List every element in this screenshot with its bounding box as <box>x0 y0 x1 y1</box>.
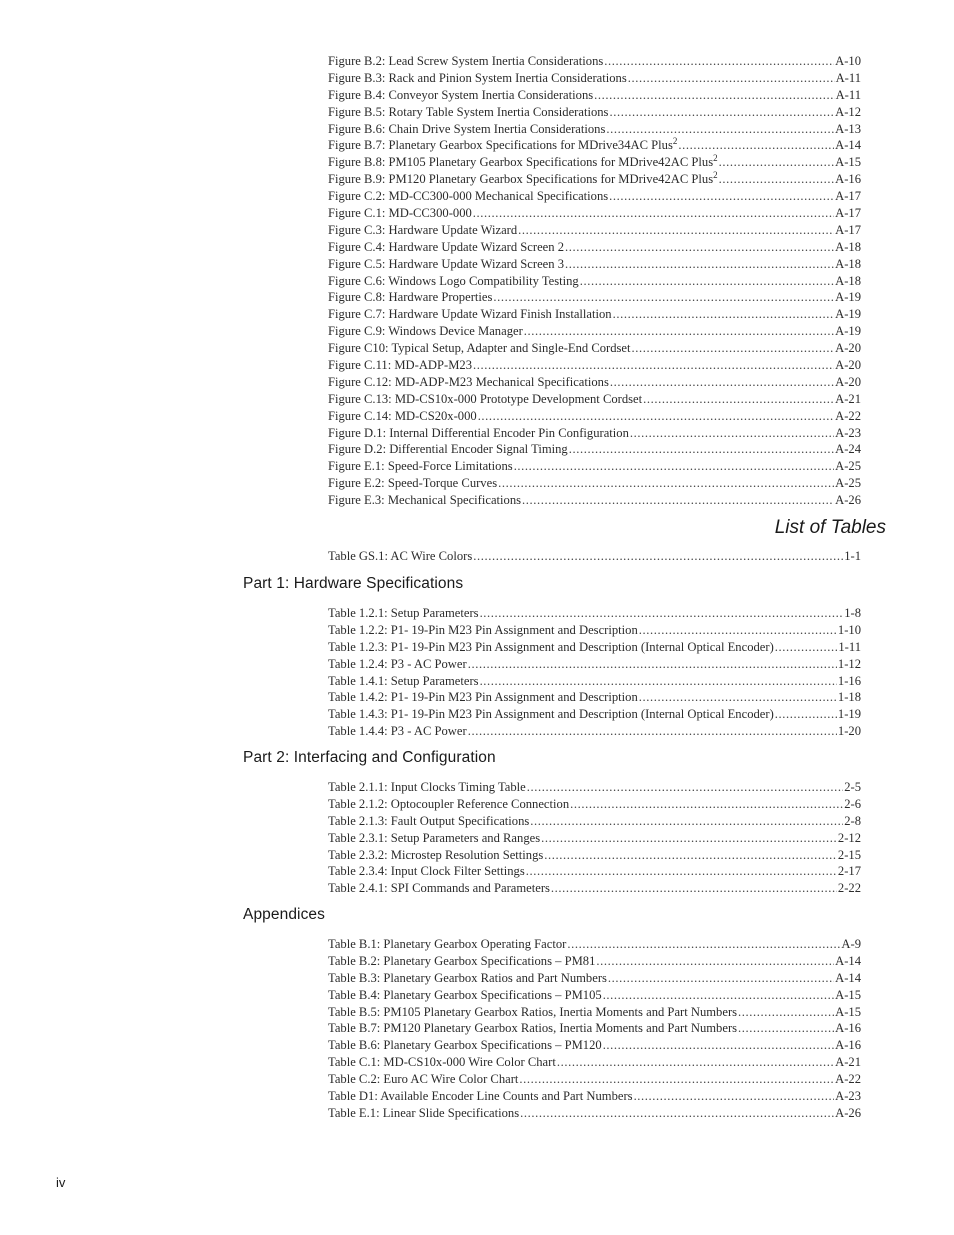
toc-entry <box>328 273 861 290</box>
toc-entry-label <box>328 706 774 723</box>
toc-dot-leader <box>544 847 837 864</box>
toc-entry-title: Figure C.12: MD-ADP-M23 Mechanical Specifications <box>328 374 609 389</box>
toc-entry-label <box>328 622 638 639</box>
toc-entry-title: Table 1.4.4: P3 - AC Power <box>328 724 467 739</box>
toc-entry-label <box>328 441 568 458</box>
part1-table-list <box>328 605 861 740</box>
toc-entry <box>328 121 861 138</box>
toc-entry-title: Table GS.1: AC Wire Colors <box>328 549 473 563</box>
toc-entry <box>328 256 861 273</box>
toc-entry-page: 2-17 <box>837 864 861 879</box>
toc-dot-leader <box>639 689 837 706</box>
toc-entry-page: 1-20 <box>837 724 861 739</box>
toc-dot-leader <box>570 796 843 813</box>
toc-entry-page: A-19 <box>835 324 861 339</box>
toc-entry-label <box>328 656 467 673</box>
toc-dot-leader <box>628 70 835 87</box>
toc-entry-page: A-20 <box>835 374 861 389</box>
toc-entry-page: A-20 <box>835 358 861 373</box>
toc-entry-label <box>328 323 523 340</box>
toc-entry-title: Table D1: Available Encoder Line Counts and Part Numbers <box>328 1089 633 1104</box>
toc-dot-leader <box>639 622 837 639</box>
toc-entry <box>328 548 861 565</box>
toc-entry <box>328 239 861 256</box>
toc-dot-leader <box>678 137 834 154</box>
toc-entry-title: Figure B.5: Rotary Table System Inertia Considerations <box>328 104 609 119</box>
toc-dot-leader <box>719 171 834 188</box>
toc-dot-leader <box>519 1071 834 1088</box>
toc-entry-label <box>328 830 540 847</box>
toc-entry-page: 2-22 <box>837 881 861 896</box>
toc-entry <box>328 1037 861 1054</box>
toc-entry-title: Table B.6: Planetary Gearbox Specifications – PM120 <box>328 1038 602 1053</box>
toc-entry-label <box>328 357 472 374</box>
toc-entry-label <box>328 374 609 391</box>
toc-entry-label <box>328 121 605 138</box>
toc-entry-page: 1-16 <box>837 673 861 688</box>
toc-dot-leader <box>520 1105 834 1122</box>
toc-entry-label <box>328 796 569 813</box>
toc-dot-leader <box>541 830 837 847</box>
toc-dot-leader <box>565 256 834 273</box>
toc-entry <box>328 492 861 509</box>
toc-entry-title: Figure C.5: Hardware Update Wizard Screen 3 <box>328 256 565 271</box>
toc-dot-leader <box>609 104 834 121</box>
toc-dot-leader <box>518 222 834 239</box>
toc-dot-leader <box>522 492 834 509</box>
toc-entry <box>328 289 861 306</box>
toc-entry-page: A-23 <box>835 1089 861 1104</box>
toc-entry <box>328 779 861 796</box>
toc-dot-leader <box>527 779 843 796</box>
toc-dot-leader <box>738 1020 834 1037</box>
toc-entry-page: A-15 <box>835 987 861 1002</box>
toc-entry-label <box>328 239 564 256</box>
toc-dot-leader <box>480 673 837 690</box>
toc-dot-leader <box>524 323 834 340</box>
toc-dot-leader <box>606 121 834 138</box>
toc-dot-leader <box>567 936 840 953</box>
toc-entry <box>328 374 861 391</box>
toc-entry-title: Table 2.3.2: Microstep Resolution Settings <box>328 847 544 862</box>
toc-entry-label <box>328 548 472 565</box>
toc-entry-title: Figure C.13: MD-CS10x-000 Prototype Development Cordset <box>328 391 643 406</box>
toc-entry-title: Table C.1: MD-CS10x-000 Wire Color Chart <box>328 1055 556 1070</box>
toc-entry <box>328 605 861 622</box>
toc-entry-page: A-17 <box>835 222 861 237</box>
toc-entry-page: 2-5 <box>844 780 861 794</box>
toc-entry <box>328 936 861 953</box>
toc-entry <box>328 458 861 475</box>
toc-dot-leader <box>632 340 835 357</box>
toc-entry-label <box>328 408 477 425</box>
toc-entry-title: Figure E.2: Speed-Torque Curves <box>328 476 498 491</box>
toc-dot-leader <box>775 639 838 656</box>
toc-dot-leader <box>775 706 837 723</box>
toc-entry-label <box>328 273 579 290</box>
page-number: iv <box>56 1175 66 1190</box>
toc-entry-label <box>328 1071 518 1088</box>
toc-entry-title: Figure C.8: Hardware Properties <box>328 290 493 305</box>
toc-entry-page: A-22 <box>835 408 861 423</box>
toc-dot-leader <box>551 880 837 897</box>
toc-entry <box>328 340 861 357</box>
toc-entry-label <box>328 1105 519 1122</box>
toc-dot-leader <box>604 53 834 70</box>
toc-entry-page: A-18 <box>835 239 861 254</box>
toc-entry-title: Figure C.9: Windows Device Manager <box>328 324 523 339</box>
toc-entry-title: Figure C.14: MD-CS20x-000 <box>328 408 477 423</box>
toc-entry-label <box>328 863 525 880</box>
toc-entry-label <box>328 605 479 622</box>
toc-dot-leader <box>557 1054 834 1071</box>
toc-entry <box>328 87 861 104</box>
toc-entry-title: Figure D.2: Differential Encoder Signal Timing <box>328 442 568 457</box>
toc-dot-leader <box>594 87 834 104</box>
toc-dot-leader <box>613 306 835 323</box>
toc-entry-page: A-22 <box>835 1072 861 1087</box>
toc-entry <box>328 70 861 87</box>
toc-entry-page: 1-19 <box>837 707 861 722</box>
toc-entry <box>328 1020 861 1037</box>
toc-dot-leader <box>738 1004 834 1021</box>
part1-heading: Part 1: Hardware Specifications <box>243 575 464 592</box>
list-of-tables-title: List of Tables <box>774 517 886 538</box>
toc-entry-page: 1-11 <box>838 639 861 654</box>
toc-dot-leader <box>530 813 843 830</box>
toc-entry <box>328 880 861 897</box>
toc-entry-page: A-16 <box>835 172 861 187</box>
toc-entry-title: Table B.7: PM120 Planetary Gearbox Ratios, Inertia Moments and Part Numbers <box>328 1021 738 1036</box>
toc-entry-title: Figure C.4: Hardware Update Wizard Screen 2 <box>328 239 565 254</box>
toc-entry-label <box>328 306 612 323</box>
toc-dot-leader <box>643 391 834 408</box>
toc-entry-title: Figure C.1: MD-CC300-000 <box>328 206 472 221</box>
toc-entry <box>328 706 861 723</box>
toc-entry-page: A-26 <box>835 493 861 508</box>
toc-entry-title: Figure C10: Typical Setup, Adapter and Single-End Cordset <box>328 341 631 356</box>
toc-entry-title: Table 2.1.1: Input Clocks Timing Table <box>328 780 526 794</box>
toc-entry <box>328 357 861 374</box>
toc-entry-title: Figure B.9: PM120 Planetary Gearbox Specifications for MDrive42AC Plus <box>328 172 714 187</box>
toc-entry-page: A-26 <box>835 1105 861 1120</box>
toc-entry-label <box>328 425 629 442</box>
toc-entry-page: A-21 <box>835 1055 861 1070</box>
toc-entry <box>328 222 861 239</box>
toc-entry-label <box>328 87 593 104</box>
toc-entry-page: A-16 <box>835 1021 861 1036</box>
toc-entry-page: 2-8 <box>844 813 861 828</box>
toc-dot-leader <box>630 425 834 442</box>
toc-entry-title: Table E.1: Linear Slide Specifications <box>328 1105 520 1120</box>
toc-entry-title: Figure B.2: Lead Screw System Inertia Considerations <box>328 54 604 68</box>
toc-entry-page: 2-12 <box>837 830 861 845</box>
toc-entry-title: Table 2.3.1: Setup Parameters and Ranges <box>328 830 541 845</box>
toc-entry <box>328 323 861 340</box>
toc-dot-leader <box>526 863 837 880</box>
toc-entry-title: Figure D.1: Internal Differential Encoder Pin Configuration <box>328 425 629 440</box>
toc-entry-page: 1-12 <box>837 656 861 671</box>
toc-entry-label <box>328 256 564 273</box>
part2-table-list <box>328 779 861 897</box>
toc-dot-leader <box>569 441 834 458</box>
toc-entry-label <box>328 205 472 222</box>
toc-entry-label <box>328 689 638 706</box>
toc-entry-label <box>328 1037 602 1054</box>
toc-entry-label <box>328 987 602 1004</box>
toc-entry-title: Table B.5: PM105 Planetary Gearbox Ratios, Inertia Moments and Part Numbers <box>328 1004 738 1019</box>
toc-dot-leader <box>634 1088 835 1105</box>
toc-entry-page: A-23 <box>835 425 861 440</box>
toc-entry-page: A-12 <box>835 104 861 119</box>
toc-entry-page: A-15 <box>835 1004 861 1019</box>
toc-entry-title: Figure E.3: Mechanical Specifications <box>328 493 522 508</box>
toc-entry-superscript: 2 <box>713 153 718 164</box>
toc-entry-page: A-21 <box>835 391 861 406</box>
toc-entry-page: A-16 <box>835 1038 861 1053</box>
toc-entry <box>328 656 861 673</box>
toc-dot-leader <box>603 1037 834 1054</box>
toc-entry-title: Figure C.11: MD-ADP-M23 <box>328 358 473 373</box>
toc-entry-title: Table B.4: Planetary Gearbox Specifications – PM105 <box>328 987 602 1002</box>
toc-dot-leader <box>603 987 834 1004</box>
toc-entry-label <box>328 1004 737 1021</box>
toc-dot-leader <box>468 723 837 740</box>
toc-entry-title: Figure B.4: Conveyor System Inertia Considerations <box>328 87 594 102</box>
toc-entry-page: A-13 <box>835 121 861 136</box>
toc-entry-page: A-14 <box>835 970 861 985</box>
toc-entry-page: 2-15 <box>837 847 861 862</box>
toc-entry <box>328 475 861 492</box>
toc-entry-page: A-25 <box>835 459 861 474</box>
toc-entry-label <box>328 880 550 897</box>
toc-entry-label <box>328 53 603 70</box>
toc-entry <box>328 987 861 1004</box>
toc-entry-title: Figure C.6: Windows Logo Compatibility Testing <box>328 273 579 288</box>
toc-entry-title: Figure B.8: PM105 Planetary Gearbox Specifications for MDrive42AC Plus <box>328 155 714 170</box>
toc-entry-label <box>328 1054 556 1071</box>
toc-entry-page: A-15 <box>835 155 861 170</box>
toc-entry-title: Table 1.4.3: P1- 19-Pin M23 Pin Assignment and Description (Internal Optical Encoder) <box>328 707 774 722</box>
toc-dot-leader <box>493 289 834 306</box>
toc-entry-title: Table C.2: Euro AC Wire Color Chart <box>328 1072 519 1087</box>
toc-entry-page: A-11 <box>835 87 861 102</box>
toc-entry-title: Table 1.4.2: P1- 19-Pin M23 Pin Assignment and Description <box>328 690 638 705</box>
toc-entry-title: Figure C.3: Hardware Update Wizard <box>328 222 518 237</box>
toc-entry-label <box>328 492 521 509</box>
toc-entry <box>328 796 861 813</box>
toc-entry-label <box>328 222 517 239</box>
toc-entry <box>328 104 861 121</box>
toc-entry-page: A-18 <box>835 273 861 288</box>
toc-entry-title: Table B.3: Planetary Gearbox Ratios and Part Numbers <box>328 970 607 985</box>
toc-entry-title: Table 2.1.2: Optocoupler Reference Connection <box>328 796 570 811</box>
toc-entry <box>328 391 861 408</box>
toc-entry-title: Table 2.3.4: Input Clock Filter Settings <box>328 864 525 879</box>
toc-entry-page: 1-1 <box>844 549 861 563</box>
toc-entry-label <box>328 154 718 171</box>
toc-entry <box>328 205 861 222</box>
toc-entry <box>328 723 861 740</box>
toc-dot-leader <box>610 374 834 391</box>
toc-entry-label <box>328 953 595 970</box>
toc-entry-label <box>328 847 543 864</box>
toc-entry-label <box>328 188 608 205</box>
toc-entry-title: Figure B.7: Planetary Gearbox Specifications for MDrive34AC Plus <box>328 138 673 153</box>
toc-entry-page: A-11 <box>835 70 861 85</box>
toc-entry-label <box>328 70 627 87</box>
toc-entry-title: Table B.1: Planetary Gearbox Operating Factor <box>328 937 567 951</box>
toc-entry-superscript: 2 <box>672 136 678 147</box>
toc-entry-label <box>328 289 492 306</box>
toc-entry-page: 2-6 <box>844 796 861 811</box>
toc-dot-leader <box>473 357 834 374</box>
toc-dot-leader <box>468 656 837 673</box>
toc-entry <box>328 689 861 706</box>
toc-entry <box>328 1071 861 1088</box>
toc-entry-label <box>328 970 607 987</box>
toc-dot-leader <box>514 458 834 475</box>
toc-entry <box>328 425 861 442</box>
toc-dot-leader <box>565 239 834 256</box>
toc-entry <box>328 813 861 830</box>
toc-entry <box>328 53 861 70</box>
toc-dot-leader <box>608 970 834 987</box>
intro-table-list <box>328 548 861 565</box>
toc-entry <box>328 1088 861 1105</box>
toc-entry-label <box>328 779 526 796</box>
toc-entry-page: A-19 <box>835 307 861 322</box>
toc-dot-leader <box>580 273 834 290</box>
figure-list <box>328 53 861 509</box>
toc-dot-leader <box>719 154 834 171</box>
toc-entry-page: A-25 <box>835 476 861 491</box>
toc-entry <box>328 830 861 847</box>
toc-entry <box>328 408 861 425</box>
toc-dot-leader <box>478 408 834 425</box>
toc-entry <box>328 188 861 205</box>
toc-entry-title: Figure C.7: Hardware Update Wizard Finish Installation <box>328 307 612 322</box>
appendices-table-list <box>328 936 861 1122</box>
toc-entry <box>328 1054 861 1071</box>
toc-entry <box>328 171 861 188</box>
toc-entry-label <box>328 340 631 357</box>
toc-entry-title: Figure B.6: Chain Drive System Inertia Considerations <box>328 121 606 136</box>
toc-entry-page: A-17 <box>835 189 861 204</box>
toc-entry-page: A-24 <box>835 442 861 457</box>
toc-entry-label <box>328 171 718 188</box>
toc-entry-title: Table 2.1.3: Fault Output Specifications <box>328 813 530 828</box>
toc-entry-page: A-19 <box>835 290 861 305</box>
toc-entry-label <box>328 458 513 475</box>
toc-entry <box>328 1004 861 1021</box>
toc-entry-label <box>328 137 677 154</box>
toc-entry <box>328 137 861 154</box>
toc-entry <box>328 970 861 987</box>
toc-entry-title: Table 1.2.2: P1- 19-Pin M23 Pin Assignment and Description <box>328 622 638 637</box>
toc-entry-page: A-14 <box>835 953 861 968</box>
toc-entry <box>328 1105 861 1122</box>
toc-entry-page: A-20 <box>835 341 861 356</box>
toc-entry-page: 1-18 <box>837 690 861 705</box>
toc-entry <box>328 154 861 171</box>
toc-entry-label <box>328 1020 737 1037</box>
toc-entry-page: A-17 <box>835 206 861 221</box>
toc-entry-page: A-10 <box>835 54 861 68</box>
toc-entry-title: Figure B.3: Rack and Pinion System Inertia Considerations <box>328 70 627 85</box>
toc-entry <box>328 441 861 458</box>
toc-entry <box>328 863 861 880</box>
toc-entry-label <box>328 813 529 830</box>
toc-dot-leader <box>498 475 834 492</box>
appendices-heading: Appendices <box>243 906 326 923</box>
toc-entry-superscript: 2 <box>713 170 718 181</box>
toc-entry-label <box>328 475 497 492</box>
part2-heading: Part 2: Interfacing and Configuration <box>243 749 496 766</box>
toc-entry-page: A-18 <box>835 256 861 271</box>
toc-entry-label <box>328 673 479 690</box>
toc-entry-label <box>328 936 566 953</box>
toc-dot-leader <box>473 205 834 222</box>
toc-entry-label <box>328 723 467 740</box>
toc-entry-label <box>328 104 608 121</box>
toc-entry <box>328 622 861 639</box>
toc-entry-label <box>328 391 642 408</box>
toc-entry-title: Table 2.4.1: SPI Commands and Parameters <box>328 881 550 896</box>
toc-dot-leader <box>480 605 844 622</box>
toc-entry-page: 1-8 <box>844 606 861 620</box>
toc-entry <box>328 953 861 970</box>
toc-entry-label <box>328 639 774 656</box>
toc-entry <box>328 673 861 690</box>
toc-entry-title: Table 1.2.3: P1- 19-Pin M23 Pin Assignment and Description (Internal Optical Encoder) <box>328 639 774 654</box>
toc-entry-page: A-9 <box>841 937 861 951</box>
toc-entry-page: A-14 <box>835 138 861 153</box>
toc-dot-leader <box>609 188 834 205</box>
toc-entry-page: 1-10 <box>837 622 861 637</box>
toc-entry-title: Table 1.2.4: P3 - AC Power <box>328 656 467 671</box>
toc-entry-title: Table 1.2.1: Setup Parameters <box>328 606 479 620</box>
toc-dot-leader <box>473 548 843 565</box>
toc-entry-title: Figure E.1: Speed-Force Limitations <box>328 459 513 474</box>
toc-entry-title: Table 1.4.1: Setup Parameters <box>328 673 479 688</box>
toc-entry-title: Figure C.2: MD-CC300-000 Mechanical Specifications <box>328 189 609 204</box>
toc-entry-title: Table B.2: Planetary Gearbox Specifications – PM81 <box>328 953 596 968</box>
toc-dot-leader <box>596 953 834 970</box>
toc-entry-label <box>328 1088 633 1105</box>
toc-entry <box>328 847 861 864</box>
toc-entry <box>328 306 861 323</box>
toc-entry <box>328 639 861 656</box>
